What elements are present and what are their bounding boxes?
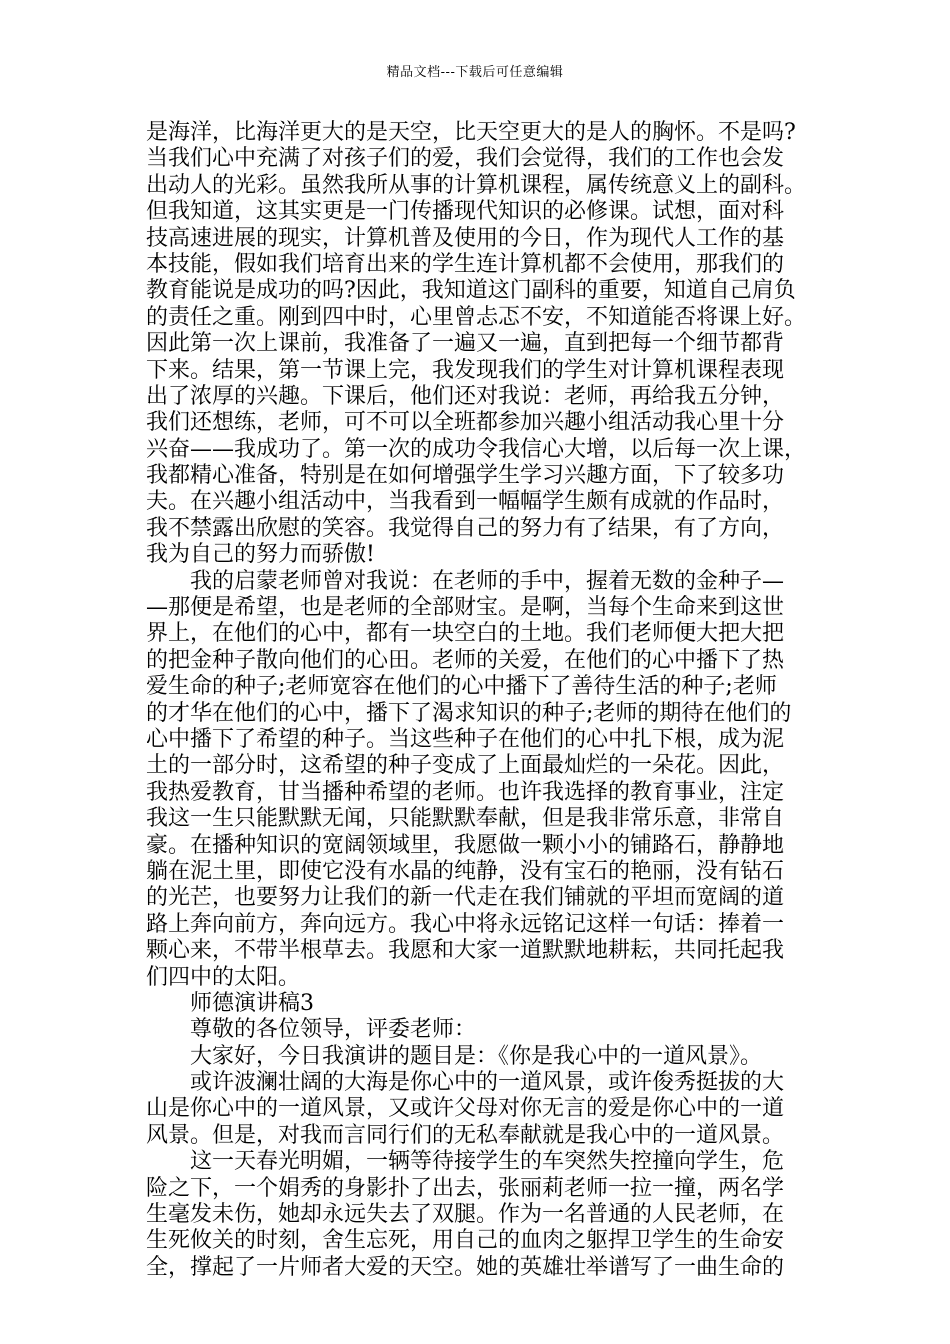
text-line: 因此第一次上课前，我准备了一遍又一遍，直到把每一个细节都背: [146, 331, 785, 357]
text-line: 生死攸关的时刻，舍生忘死，用自己的血肉之躯捍卫学生的生命安: [146, 1228, 785, 1254]
text-line: 出了浓厚的兴趣。下课后，他们还对我说：老师，再给我五分钟，: [146, 383, 785, 409]
text-line: 险之下，一个娟秀的身影扑了出去，张丽莉老师一拉一撞，两名学: [146, 1175, 785, 1201]
text-line: 心中播下了希望的种子。当这些种子在他们的心中扎下根，成为泥: [146, 726, 785, 752]
text-line: 我这一生只能默默无闻，只能默默奉献，但是我非常乐意，非常自: [146, 806, 785, 832]
text-line: 是海洋，比海洋更大的是天空，比天空更大的是人的胸怀。不是吗?: [146, 120, 796, 145]
text-line: 出动人的光彩。虽然我所从事的计算机课程，属传统意义上的副科。: [146, 172, 807, 198]
text-line: 教育能说是成功的吗?因此，我知道这门副科的重要，知道自己肩负: [146, 278, 796, 304]
text-line: 全，撑起了一片师者大爱的天空。她的英雄壮举谱写了一曲生命的: [146, 1254, 785, 1280]
text-line: 尊敬的各位领导，评委老师：: [146, 1017, 477, 1043]
text-line: 风景。但是，对我而言同行们的无私奉献就是我心中的一道风景。: [146, 1122, 785, 1148]
text-line: 生毫发未伤，她却永远失去了双腿。作为一名普通的人民老师，在: [146, 1202, 785, 1228]
text-line: 这一天春光明媚，一辆等待接学生的车突然失控撞向学生，危: [146, 1149, 785, 1175]
text-line: 我不禁露出欣慰的笑容。我觉得自己的努力有了结果，有了方向，: [146, 515, 785, 541]
text-line: —那便是希望，也是老师的全部财宝。是啊，当每个生命来到这世: [146, 595, 785, 621]
text-line: 路上奔向前方，奔向远方。我心中将永远铭记这样一句话：捧着一: [146, 911, 785, 937]
text-line: 山是你心中的一道风景，又或许父母对你无言的爱是你心中的一道: [146, 1096, 785, 1122]
text-line: 我热爱教育，甘当播种希望的老师。也许我选择的教育事业，注定: [146, 779, 785, 805]
text-line: 下来。结果，第一节课上完，我发现我们的学生对计算机课程表现: [146, 357, 785, 383]
text-line: 土的一部分时，这希望的种子变成了上面最灿烂的一朵花。因此，: [146, 753, 785, 779]
text-line: 我的启蒙老师曾对我说：在老师的手中，握着无数的金种子—: [146, 568, 785, 594]
document-body: [146, 120, 818, 1281]
text-line: 当我们心中充满了对孩子们的爱，我们会觉得，我们的工作也会发: [146, 146, 785, 172]
text-line: 师德演讲稿3: [146, 990, 314, 1016]
text-line: 躺在泥土里，即使它没有水晶的纯静，没有宝石的艳丽，没有钻石: [146, 858, 785, 884]
text-line: 我都精心准备，特别是在如何增强学生学习兴趣方面，下了较多功: [146, 463, 785, 489]
text-line: 但我知道，这其实更是一门传播现代知识的必修课。试想，面对科: [146, 199, 785, 225]
text-line: 们四中的太阳。: [146, 964, 301, 990]
text-line: 的才华在他们的心中，播下了渴求知识的种子;老师的期待在他们的: [146, 700, 792, 726]
text-line: 大家好，今日我演讲的题目是：《你是我心中的一道风景》。: [146, 1043, 763, 1069]
text-line: 界上，在他们的心中，都有一块空白的土地。我们老师便大把大把: [146, 621, 785, 647]
text-line: 我为自己的努力而骄傲!: [146, 542, 375, 568]
text-line: 爱生命的种子;老师宽容在他们的心中播下了善待生活的种子;老师: [146, 674, 777, 700]
text-line: 豪。在播种知识的宽阔领域里，我愿做一颗小小的铺路石，静静地: [146, 832, 785, 858]
text-line: 我们还想练，老师，可不可以全班都参加兴趣小组活动我心里十分: [146, 410, 785, 436]
text-line: 或许波澜壮阔的大海是你心中的一道风景，或许俊秀挺拔的大: [146, 1070, 785, 1096]
page-header: 精品文档---下载后可任意编辑: [386, 65, 564, 80]
text-line: 颗心来，不带半根草去。我愿和大家一道默默地耕耘，共同托起我: [146, 938, 785, 964]
text-line: 的光芒，也要努力让我们的新一代走在我们铺就的平坦而宽阔的道: [146, 885, 785, 911]
text-line: 技高速进展的现实，计算机普及使用的今日，作为现代人工作的基: [146, 225, 785, 251]
text-line: 的责任之重。刚到四中时，心里曾忐忑不安，不知道能否将课上好。: [146, 304, 807, 330]
text-line: 本技能，假如我们培育出来的学生连计算机都不会使用，那我们的: [146, 251, 785, 277]
text-line: 的把金种子散向他们的心田。老师的关爱，在他们的心中播下了热: [146, 647, 785, 673]
text-line: 夫。在兴趣小组活动中，当我看到一幅幅学生颇有成就的作品时，: [146, 489, 785, 515]
text-line: 兴奋——我成功了。第一次的成功令我信心大增，以后每一次上课，: [146, 436, 807, 462]
